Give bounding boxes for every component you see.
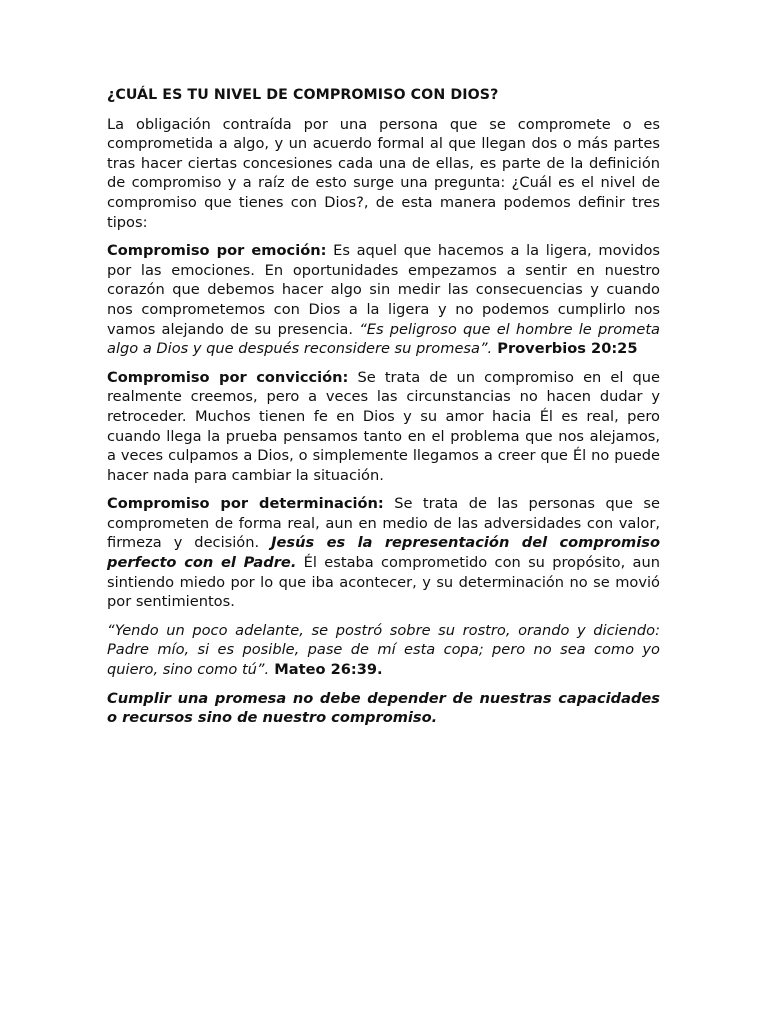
emotion-reference: Proverbios 20:25 [492, 340, 638, 358]
verse-paragraph [107, 621, 660, 680]
verse-reference: Mateo 26:39. [269, 661, 383, 679]
emotion-heading: Compromiso por emoción: [107, 242, 327, 260]
emotion-text: Es aquel que hacemos a la ligera, movidos por las emociones. En oportunidades empezamos a sentir en nuestro corazón que debemos hacer algo sin medir las consecuencias y cuando nos comprometemos con Dios a la ligera y no podemos cumplirlo nos vamos alejando de su presencia. [107, 242, 660, 338]
determination-text: Se trata de las personas que se comprometen de forma real, aun en medio de las adversidades con valor, firmeza y decisión. [107, 495, 660, 552]
conviction-text: Se trata de un compromiso en el que realmente creemos, pero a veces las circunstancias no hacen dudar y retroceder. Muchos tienen fe en Dios y su amor hacia Él es real, pero cuando llega la prueba pensamos tanto en el problema que nos alejamos, a veces culpamos a Dios, o simplemente llegamos a creer que Él no puede hacer nada para cambiar la situación. [107, 368, 660, 484]
determination-heading: Compromiso por determinación: [107, 495, 384, 513]
determination-text-2: Él estaba comprometido con su propósito, aun sintiendo miedo por lo que iba acontecer, y su determinación no se movió por sentimientos. [107, 554, 660, 611]
conviction-heading: Compromiso por convicción: [107, 368, 349, 386]
page-title: ¿CUÁL ES TU NIVEL DE COMPROMISO CON DIOS? [107, 87, 499, 103]
emotion-quote: “Es peligroso que el hombre le prometa algo a Dios y que después reconsidere su promesa”. [107, 320, 661, 358]
determination-emphasis: Jesús es la representación del compromiso perfecto con el Padre. [107, 534, 660, 572]
emotion-paragraph [107, 241, 660, 359]
intro-paragraph: La obligación contraída por una persona que se compromete o es comprometida a algo, y un acuerdo formal al que llegan dos o más partes tras hacer ciertas concesiones cada una de ellas, es parte de la definición de compromiso y a raíz de esto surge una pregunta: ¿Cuál es el nivel de compromiso que tienes con Dios?, de esta manera podemos definir tres tipos: [107, 115, 660, 231]
determination-paragraph [107, 494, 660, 612]
conviction-paragraph [107, 368, 660, 486]
document-page [107, 86, 660, 737]
conclusion-paragraph: Cumplir una promesa no debe depender de nuestras capacidades o recursos sino de nuestro compromiso. [107, 689, 660, 727]
verse-quote: “Yendo un poco adelante, se postró sobre su rostro, orando y diciendo: Padre mío, si es posible, pase de mí esta copa; pero no sea como yo quiero, sino como tú”. [107, 621, 660, 679]
